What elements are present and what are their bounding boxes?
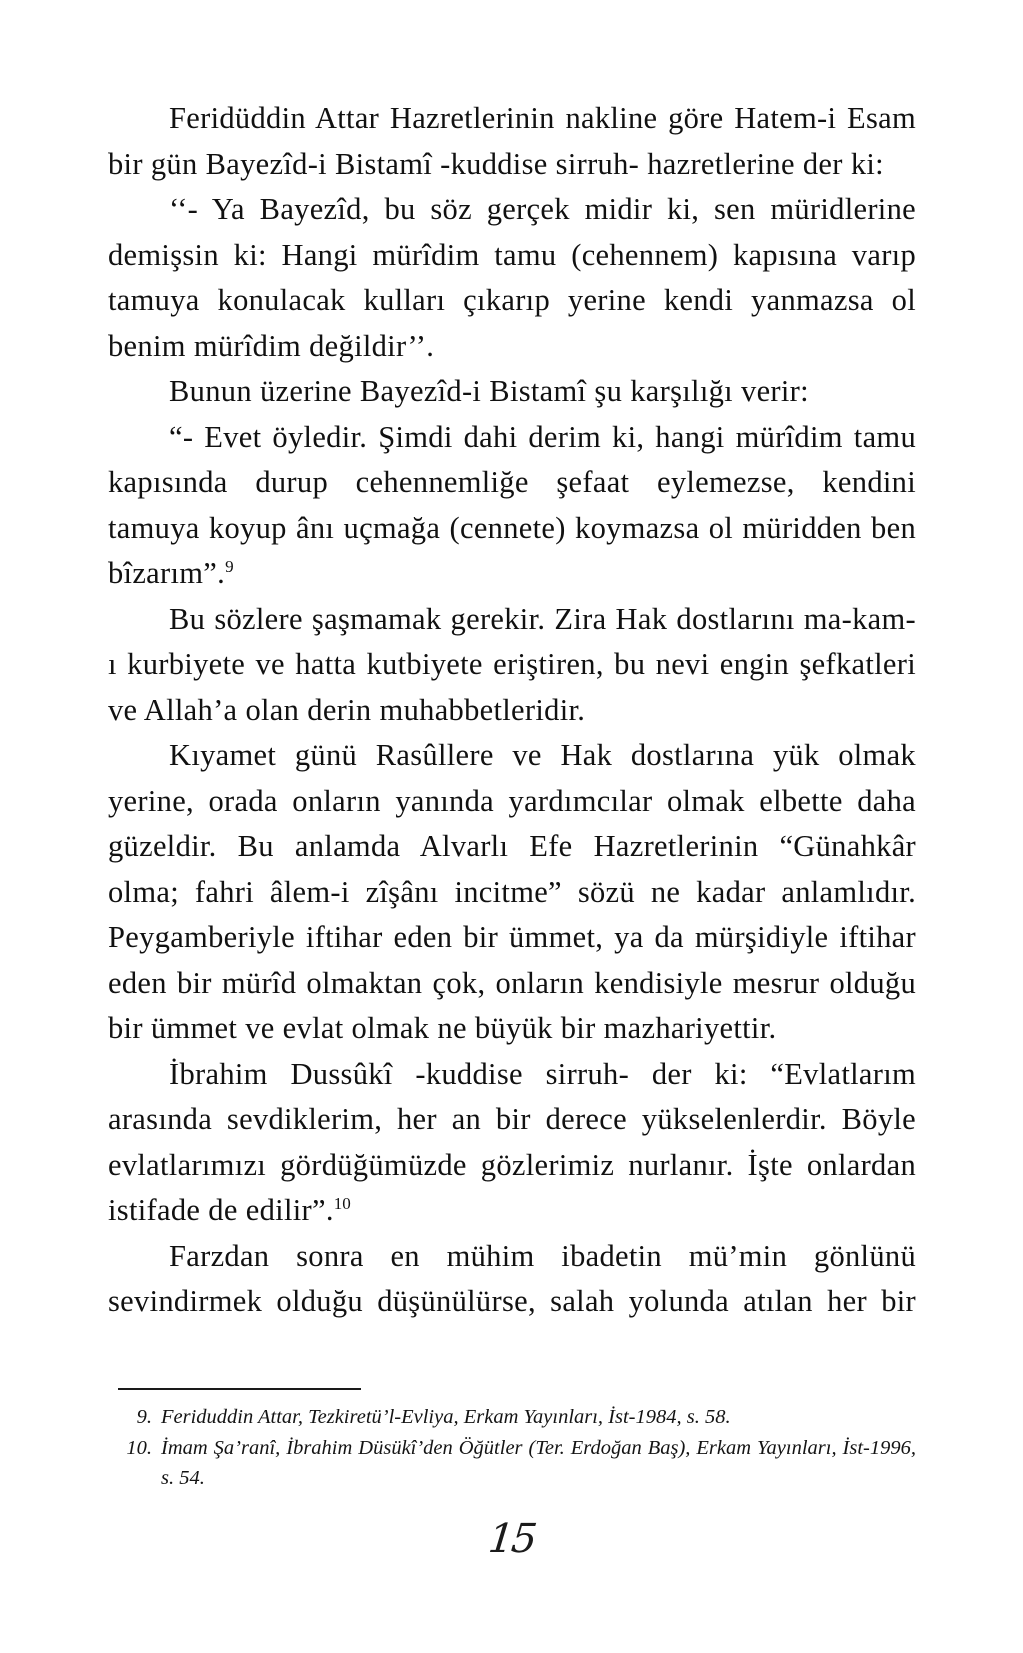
page-body-text [108, 96, 916, 1325]
footnote-text-10: İmam Şa’ranî, İbrahim Düsükî’den Öğütler (Ter. Erdoğan Baş), Erkam Yayınları, İst-1996, s. 54. [161, 1437, 916, 1489]
footnote-marker-10: 10 [333, 1193, 351, 1213]
paragraph-3-text: Bunun üzerine Bayezîd-i Bistamî şu karşılığı verir: [169, 374, 809, 408]
paragraph-2 [108, 187, 916, 369]
paragraph-4 [108, 415, 916, 597]
paragraph-6-text: Kıyamet günü Rasûllere ve Hak dostlarına yük olmak yerine, orada onların yanında yardımcılar olmak elbette daha güzeldir. Bu anlamda Alvarlı Efe Hazretlerinin “Günahkâr olma; fahri âlem-i zîşânı incitme” sözü ne kadar anlamlıdır. Peygamberiyle iftihar eden bir ümmet, ya da mürşidiyle iftihar eden bir mürîd olmaktan çok, onların kendisiyle mesrur olduğu bir ümmet ve evlat olmak ne büyük bir mazhariyettir. [108, 738, 916, 1045]
paragraph-1 [108, 96, 916, 187]
paragraph-8-text: Farzdan sonra en mühim ibadetin mü’min gönlünü sevindirmek olduğu düşünülürse, salah yolunda atılan her bir [108, 1238, 916, 1318]
footnote-separator-rule [118, 1388, 361, 1390]
paragraph-5-text: Bu sözlere şaşmamak gerekir. Zira Hak dostlarını ma-kam-ı kurbiyete ve hatta kutbiyete eriştiren, bu nevi engin şefkatleri ve Allah’a olan derin muhabbetleridir. [108, 601, 916, 727]
paragraph-8 [108, 1234, 916, 1325]
paragraph-7-text: İbrahim Dussûkî -kuddise sirruh- der ki: “Evlatlarım arasında sevdiklerim, her an bir derece yükselenlerdir. Böyle evlatlarımızı gördüğümüzde gözlerimiz nurlanır. İşte onlardan istifade de edilir”. [108, 1056, 916, 1227]
paragraph-3 [108, 369, 916, 415]
footnote-marker-9: 9 [225, 556, 234, 576]
paragraph-1-text: Feridüddin Attar Hazretlerinin nakline göre Hatem-i Esam bir gün Bayezîd-i Bistamî -kuddise sirruh- hazretlerine der ki: [108, 101, 916, 181]
paragraph-2-text: ‘‘- Ya Bayezîd, bu söz gerçek midir ki, sen müridlerine demişsin ki: Hangi mürîdim tamu (cehennem) kapısına varıp tamuya konulacak kulları çıkarıp yerine kendi yanmazsa ol benim mürîdim değildir’’. [108, 192, 916, 363]
paragraph-6 [108, 733, 916, 1052]
footnote-number-10: 10. [126, 1437, 152, 1459]
footnote-item-10 [108, 1433, 916, 1493]
footnote-area [108, 1388, 916, 1494]
footnote-item-9 [108, 1402, 916, 1432]
footnote-number-9: 9. [136, 1406, 152, 1428]
footnote-text-9: Feriduddin Attar, Tezkiretü’l-Evliya, Erkam Yayınları, İst-1984, s. 58. [161, 1406, 731, 1428]
paragraph-7 [108, 1052, 916, 1234]
paragraph-4-text: “- Evet öyledir. Şimdi dahi derim ki, hangi mürîdim tamu kapısında durup cehennemliğe şefaat eylemezse, kendini tamuya koyup ânı uçmağa (cennete) koymazsa ol müridden ben bîzarım”. [108, 419, 916, 590]
page-number: 15 [486, 1516, 537, 1562]
paragraph-5 [108, 597, 916, 734]
